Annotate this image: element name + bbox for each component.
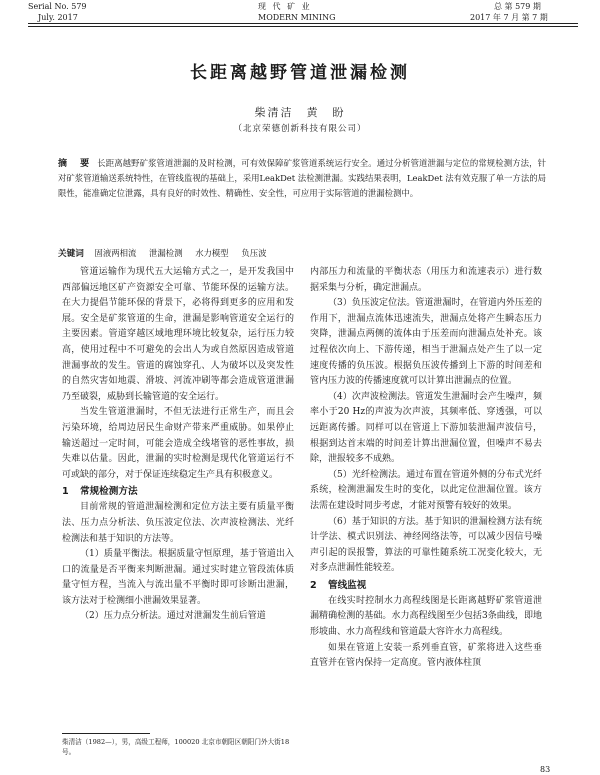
body-paragraph: 当发生管道泄漏时，不但无法进行正常生产，而且会污染环境，给周边居民生命财产带来严重威胁。如果停止输送超过一定时间，可能会造成全线堵管的恶性事故，损失难以估量。因此，泄漏的实时检测是现代化管道运行不可或缺的部分，对于保证连续稳定生产具有积极意义。 bbox=[62, 407, 294, 480]
keyword: 负压波 bbox=[241, 248, 267, 258]
keyword: 固液两相流 bbox=[94, 248, 137, 258]
body-paragraph: （5）光纤检测法。通过布置在管道外侧的分布式光纤系统，检测泄漏发生时的变化，以此定位泄漏位置。该方法需在建设时同步考虑，才能对预警有较好的效果。 bbox=[310, 469, 542, 511]
footnote-rule bbox=[62, 733, 150, 734]
issue-date: 2017 年 7 月 第 7 期 bbox=[470, 13, 548, 22]
body-paragraph: （6）基于知识的方法。基于知识的泄漏检测方法有统计学法、模式识别法、神经网络法等，可以减少因信号噪声引起的误报警，算法的可靠性随系统工况变化较大，无对多点泄漏性能较差。 bbox=[310, 516, 542, 574]
section-number: 1 bbox=[62, 486, 69, 498]
keywords bbox=[58, 246, 546, 261]
section-title: 常规检测方法 bbox=[80, 486, 138, 498]
body-paragraph: （2）压力点分析法。通过对泄漏发生前后管道 bbox=[80, 611, 266, 622]
header-rule-thick bbox=[28, 23, 578, 24]
body-paragraph: （4）次声波检测法。管道发生泄漏时会产生噪声，频率小于20 Hz的声波为次声波，其频率低、穿透强，可以远距离传播。同样可以在管道上下游加装泄漏声波信号，根据到达首末端的时间差计算出泄漏位置，但噪声不易去除，泄报较多不成熟。 bbox=[310, 391, 542, 465]
section-number: 2 bbox=[310, 579, 317, 591]
abstract bbox=[58, 156, 546, 200]
paper-title: 长距离越野管道泄漏检测 bbox=[190, 63, 410, 83]
body-paragraph: （1）质量平衡法。根据质量守恒原理，基于管道出入口的流量是否平衡来判断泄漏。通过实时建立管段流体质量守恒方程，当流入与流出量不平衡时即可诊断出泄漏，该方法对于检测细小泄漏效果显著。 bbox=[62, 549, 294, 606]
body-paragraph: 在线实时控制水力高程线图是长距离越野矿浆管道泄漏精确检测的基础。水力高程线图至少包括3条曲线，即地形坡曲、水力高程线和管道最大容许水力高程线。 bbox=[310, 595, 542, 638]
affiliation: （北京荣德创新科技有限公司） bbox=[233, 124, 367, 134]
abstract-text: 长距离越野矿浆管道泄漏的及时检测，可有效保障矿浆管道系统运行安全。通过分析管道泄漏与定位的常规检测方法，针对矿浆管道输送系统特性，在管线监视的基础上，采用LeakDet 法检测泄漏。实践结果表明，LeakDet 法有效克服了单一方法的局限性，能准确定位泄露，具有良好的时效性、精确性、安全性，可应用于实际管道的泄漏检测中。 bbox=[58, 158, 546, 198]
section-title: 管线监视 bbox=[328, 579, 367, 591]
footnote: 柴清洁（1982—），男，高级工程师，100020 北京市朝阳区朝阳门外大街18号。 bbox=[62, 738, 290, 756]
running-head bbox=[0, 0, 600, 26]
page-number: 83 bbox=[540, 765, 551, 774]
issue-total: 总 第 579 期 bbox=[494, 2, 541, 11]
journal-title-en: MODERN MINING bbox=[258, 13, 336, 22]
authors: 柴清洁 黄 盼 bbox=[254, 106, 346, 119]
keywords-label: 关键词 bbox=[58, 249, 84, 259]
body-paragraph: 如果在管道上安装一系列垂直管，矿浆将进入这些垂直管并在管内保持一定高度。管内液体柱顶 bbox=[310, 642, 542, 669]
section-heading-1 bbox=[62, 484, 294, 500]
left-column bbox=[62, 265, 294, 625]
section-heading-2 bbox=[310, 578, 542, 594]
abstract-label: 摘 要 bbox=[58, 159, 92, 169]
right-column bbox=[310, 265, 542, 672]
body-paragraph: （3）负压波定位法。管道泄漏时，在管道内外压差的作用下，泄漏点流体迅速流失，泄漏点处将产生瞬态压力突降，泄漏点两侧的流体由于压差而向泄漏点处补充。该过程依次向上、下游传递，相当于泄漏点处产生了以一定速度传播的负压波。根据负压波传播到上下游的时间差和管内压力波的传播速度就可以计算出泄漏点的位置。 bbox=[310, 298, 542, 387]
keyword: 泄漏检测 bbox=[149, 248, 183, 258]
month-label: July. 2017 bbox=[38, 13, 78, 22]
keyword: 水力模型 bbox=[195, 248, 229, 258]
journal-title-cn: 现 代 矿 业 bbox=[258, 2, 312, 11]
body-paragraph: 目前常规的管道泄漏检测和定位方法主要有质量平衡法、压力点分析法、负压波定位法、次声波检测法、光纤检测法和基于知识的方法等。 bbox=[62, 502, 294, 544]
serial-number: Serial No. 579 bbox=[28, 2, 87, 11]
header-rule-thin bbox=[28, 26, 578, 27]
body-paragraph: 管道运输作为现代五大运输方式之一，是开发我国中西部偏远地区矿产资源安全可靠、节能环保的运输方法。在大力提倡节能环保的背景下，必将得到更多的应用和发展。安全是矿浆管道的生命，泄漏是影响管道安全运行的主要因素。管道穿越区域地理环境比较复杂，运行压力较高，使用过程中不可避免的会出人为或自然原因造成管道泄漏事故的发生。管道的腐蚀穿孔、人为破坏以及突发性的自然灾害如地震、滑坡、河流冲刷等都会造成管道泄漏乃至破裂，威胁到长输管道的安全运行。 bbox=[62, 267, 294, 402]
body-paragraph: 内部压力和流量的平衡状态（用压力和流速表示）进行数据采集与分析，确定泄漏点。 bbox=[310, 267, 542, 293]
